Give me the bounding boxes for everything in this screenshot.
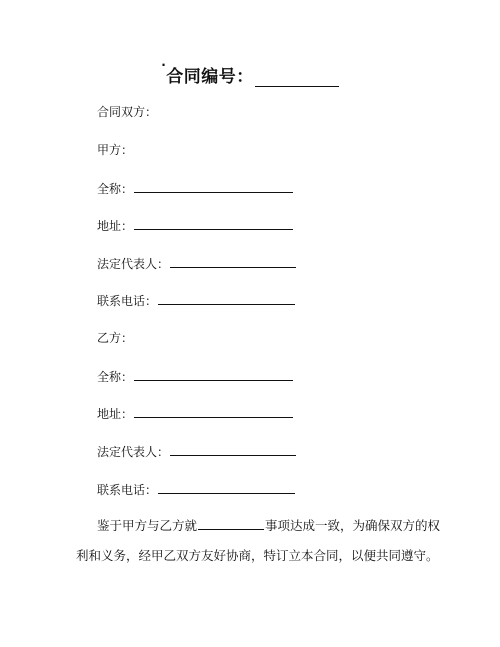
preamble-matter-blank[interactable]	[198, 517, 264, 530]
party-b-address-blank[interactable]	[134, 405, 293, 418]
party-b-address-label: 地址：	[97, 407, 134, 421]
preamble-line-1-after: 事项达成一致，为确保双方的权	[265, 518, 441, 533]
party-b-name-blank[interactable]	[134, 368, 293, 381]
party-b-phone-blank[interactable]	[158, 481, 295, 494]
party-b-name-row	[97, 368, 293, 385]
party-a-name-row	[97, 180, 293, 197]
preamble-line-1-before: 鉴于甲方与乙方就	[97, 518, 198, 533]
party-a-representative-row	[97, 255, 296, 272]
party-a-representative-label: 法定代表人：	[97, 257, 170, 271]
party-a-address-blank[interactable]	[134, 217, 293, 230]
contract-number-label: 合同编号：	[166, 67, 254, 87]
party-a-address-row	[97, 217, 293, 234]
party-a-name-label: 全称：	[97, 182, 134, 196]
party-a-phone-blank[interactable]	[158, 292, 295, 305]
party-a-phone-label: 联系电话：	[97, 294, 158, 308]
party-b-representative-row	[97, 443, 296, 460]
party-a-representative-blank[interactable]	[170, 255, 296, 268]
party-a-name-blank[interactable]	[134, 180, 293, 193]
party-b-address-row	[97, 405, 293, 422]
party-b-name-label: 全称：	[97, 370, 134, 384]
party-a-phone-row	[97, 292, 295, 309]
parties-heading: 合同双方：	[97, 105, 158, 119]
party-b-heading: 乙方：	[97, 331, 134, 345]
party-b-phone-label: 联系电话：	[97, 483, 158, 497]
party-b-phone-row	[97, 481, 295, 498]
party-b-representative-blank[interactable]	[170, 443, 296, 456]
party-a-address-label: 地址：	[97, 219, 134, 233]
contract-number-title	[0, 58, 500, 87]
title-dot: ·	[161, 58, 167, 72]
preamble-line-1	[97, 517, 440, 535]
preamble-line-2: 利和义务，经甲乙双方友好协商，特订立本合同，以便共同遵守。	[76, 548, 439, 563]
party-b-representative-label: 法定代表人：	[97, 445, 170, 459]
contract-number-blank[interactable]	[255, 69, 339, 87]
party-a-heading: 甲方：	[97, 143, 134, 157]
